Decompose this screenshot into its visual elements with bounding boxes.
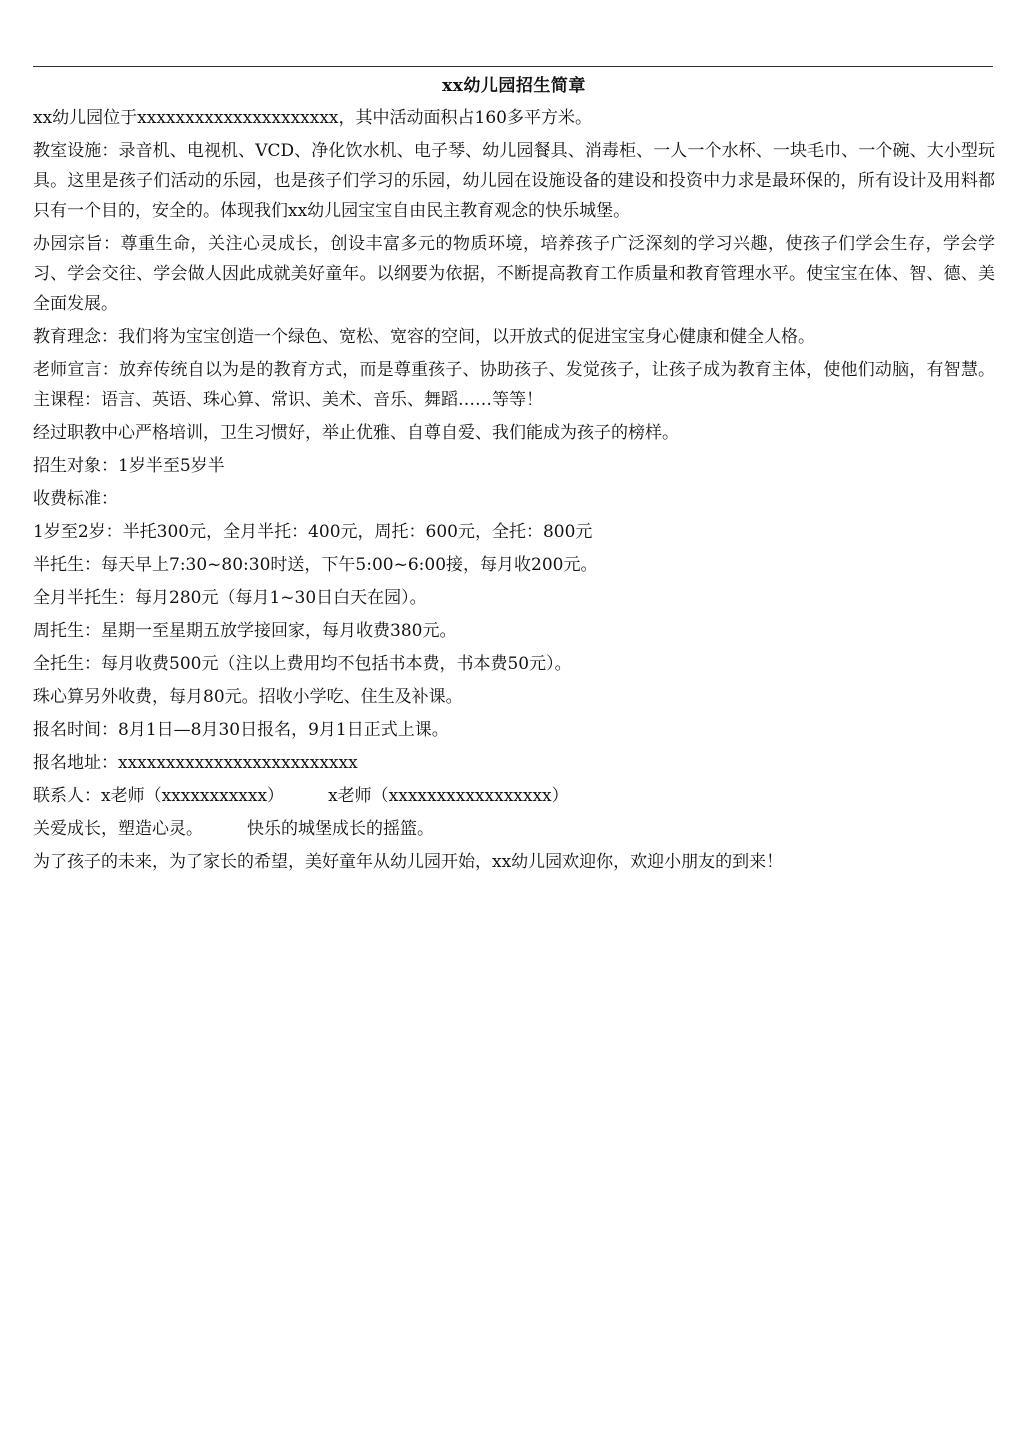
- paragraph-fee-weekly: 周托生：星期一至星期五放学接回家，每月收费380元。: [33, 621, 457, 641]
- paragraph-slogan: [33, 814, 995, 844]
- paragraph-abacus: 珠心算另外收费，每月80元。招收小学吃、住生及补课。: [33, 687, 463, 707]
- paragraph-registration-time: 报名时间：8月1日—8月30日报名，9月1日正式上课。: [33, 720, 449, 740]
- paragraph-registration-address: 报名地址：xxxxxxxxxxxxxxxxxxxxxxxxx: [33, 753, 358, 773]
- paragraph-fee-full: 全托生：每月收费500元（注以上费用均不包括书本费，书本费50元）。: [33, 654, 572, 674]
- paragraph-training: 经过职教中心严格培训，卫生习惯好，举止优雅、自尊自爱、我们能成为孩子的榜样。: [33, 423, 679, 443]
- paragraph-enrollment-target: 招生对象：1岁半至5岁半: [33, 456, 225, 476]
- slogan-first: 关爱成长，塑造心灵。: [33, 819, 203, 839]
- paragraph-closing: 为了孩子的未来，为了家长的希望，美好童年从幼儿园开始，xx幼儿园欢迎你，欢迎小朋友的到来！: [33, 852, 784, 872]
- contact-primary: 联系人：x老师（xxxxxxxxxxx）: [33, 786, 285, 806]
- paragraph-mission: 办园宗旨：尊重生命，关注心灵成长，创设丰富多元的物质环境，培养孩子广泛深刻的学习兴趣，使孩子们学会生存，学会学习、学会交往、学会做人因此成就美好童年。以纲要为依据，不断提高教育工作质量和教育管理水平。使宝宝在体、智、德、美全面发展。: [33, 234, 995, 314]
- paragraph-contact: [33, 781, 995, 811]
- document-body: [33, 74, 995, 880]
- header-rule: [33, 66, 993, 67]
- paragraph-fee-half-day: 半托生：每天早上7:30~80:30时送，下午5:00~6:00接，每月收200元。: [33, 555, 598, 575]
- paragraph-fee-age: 1岁至2岁：半托300元，全月半托：400元，周托：600元，全托：800元: [33, 522, 593, 542]
- paragraph-fee-monthly-half: 全月半托生：每月280元（每月1~30日白天在园）。: [33, 588, 427, 608]
- paragraph-location: xx幼儿园位于xxxxxxxxxxxxxxxxxxxxx，其中活动面积占160多平方米。: [33, 108, 592, 128]
- paragraph-philosophy: 教育理念：我们将为宝宝创造一个绿色、宽松、宽容的空间，以开放式的促进宝宝身心健康和健全人格。: [33, 327, 815, 347]
- document-title: xx幼儿园招生简章: [442, 76, 586, 96]
- slogan-second: 快乐的城堡成长的摇篮。: [247, 819, 434, 839]
- paragraph-facilities: 教室设施：录音机、电视机、VCD、净化饮水机、电子琴、幼儿园餐具、消毒柜、一人一个水杯、一块毛巾、一个碗、大小型玩具。这里是孩子们活动的乐园，也是孩子们学习的乐园，幼儿园在设施设备的建设和投资中力求是最环保的，所有设计及用料都只有一个目的，安全的。体现我们xx幼儿园宝宝自由民主教育观念的快乐城堡。: [33, 141, 995, 221]
- paragraph-fee-heading: 收费标准：: [33, 489, 118, 509]
- paragraph-teacher-declaration: 老师宣言：放弃传统自以为是的教育方式，而是尊重孩子、协助孩子、发觉孩子，让孩子成为教育主体，使他们动脑，有智慧。主课程：语言、英语、珠心算、常识、美术、音乐、舞蹈……等等！: [33, 360, 995, 410]
- contact-secondary: x老师（xxxxxxxxxxxxxxxxx）: [328, 786, 569, 806]
